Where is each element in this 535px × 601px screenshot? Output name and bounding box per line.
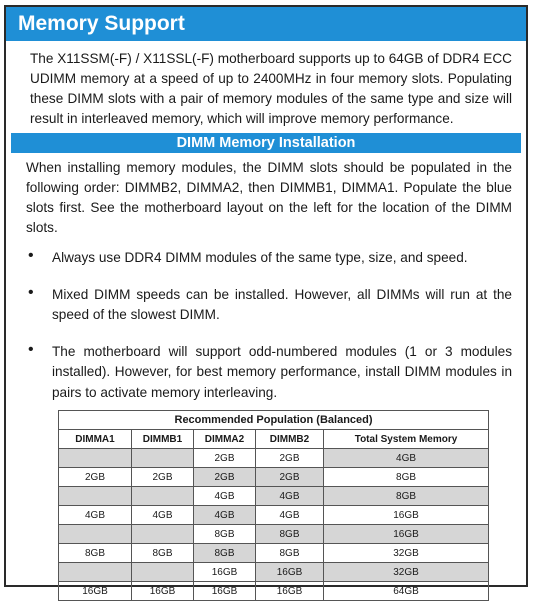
- table-cell: 4GB: [324, 449, 489, 468]
- table-cell: 32GB: [324, 544, 489, 563]
- guideline-item: [26, 248, 512, 269]
- table-title: Recommended Population (Balanced): [59, 411, 489, 430]
- table-row: [59, 544, 489, 563]
- table-cell: 8GB: [324, 487, 489, 506]
- table-row: [59, 468, 489, 487]
- table-cell: 16GB: [324, 525, 489, 544]
- table-cell: 8GB: [256, 525, 324, 544]
- table-cell: 16GB: [324, 506, 489, 525]
- table-cell: [59, 563, 132, 582]
- table-cell: 2GB: [194, 468, 256, 487]
- column-header: DIMMB2: [256, 430, 324, 449]
- column-header: Total System Memory: [324, 430, 489, 449]
- table-cell: 8GB: [194, 525, 256, 544]
- manual-page: [4, 5, 528, 597]
- section-title: Memory Support: [6, 7, 526, 41]
- table-cell: 2GB: [256, 468, 324, 487]
- table-cell: 8GB: [132, 544, 194, 563]
- table-cell: [59, 487, 132, 506]
- table-body: [59, 449, 489, 601]
- table-cell: 64GB: [324, 582, 489, 601]
- table-cell: 16GB: [194, 582, 256, 601]
- guideline-text: Mixed DIMM speeds can be installed. However, all DIMMs will run at the speed of the slowest DIMM.: [52, 286, 512, 322]
- table-row: [59, 525, 489, 544]
- table-cell: 16GB: [256, 582, 324, 601]
- installation-paragraph: When installing memory modules, the DIMM slots should be populated in the following order: DIMMB2, DIMMA2, then DIMMB1, DIMMA1. Populate the blue slots first. See the motherboard layout on the left for the location of the DIMM slots.: [26, 160, 512, 235]
- table-row: [59, 506, 489, 525]
- table-cell: [132, 563, 194, 582]
- table-cell: 2GB: [194, 449, 256, 468]
- table-cell: 8GB: [324, 468, 489, 487]
- table-cell: [132, 525, 194, 544]
- guideline-text: Always use DDR4 DIMM modules of the same type, size, and speed.: [52, 250, 468, 265]
- column-header: DIMMA1: [59, 430, 132, 449]
- table-cell: 2GB: [256, 449, 324, 468]
- table-cell: 4GB: [194, 487, 256, 506]
- guideline-text: The motherboard will support odd-numbered modules (1 or 3 modules installed). However, for best memory performance, install DIMM modules in pairs to activate memory interleaving.: [52, 343, 512, 400]
- column-header: DIMMB1: [132, 430, 194, 449]
- table-cell: [59, 525, 132, 544]
- bullet-icon: •: [28, 340, 34, 358]
- guideline-item: [26, 285, 512, 326]
- table-row: [59, 487, 489, 506]
- table-cell: 4GB: [132, 506, 194, 525]
- intro-paragraph: The X11SSM(-F) / X11SSL(-F) motherboard supports up to 64GB of DDR4 ECC UDIMM memory at a speed of up to 2400MHz in four memory slots. Populating these DIMM slots with a pair of memory modules of the same type and size will result in interleaved memory, which will improve memory performance.: [30, 51, 512, 126]
- bullet-icon: •: [28, 247, 34, 264]
- subsection-title: DIMM Memory Installation: [11, 133, 521, 153]
- table-title-row: [59, 411, 489, 430]
- table-cell: 8GB: [256, 544, 324, 563]
- table-cell: 4GB: [59, 506, 132, 525]
- guideline-list: [26, 248, 512, 403]
- guideline-item: [26, 342, 512, 404]
- table-cell: 4GB: [256, 506, 324, 525]
- table-cell: 4GB: [256, 487, 324, 506]
- bullet-icon: •: [28, 283, 34, 301]
- table-cell: 16GB: [132, 582, 194, 601]
- table-header-row: [59, 430, 489, 449]
- table-cell: 16GB: [256, 563, 324, 582]
- table-cell: 8GB: [59, 544, 132, 563]
- column-header: DIMMA2: [194, 430, 256, 449]
- table-cell: 16GB: [194, 563, 256, 582]
- table-cell: 32GB: [324, 563, 489, 582]
- table-cell: 4GB: [194, 506, 256, 525]
- table-cell: [132, 449, 194, 468]
- table-cell: [132, 487, 194, 506]
- table-cell: 2GB: [132, 468, 194, 487]
- table-cell: [59, 449, 132, 468]
- table-row: [59, 563, 489, 582]
- table-cell: 16GB: [59, 582, 132, 601]
- table-row: [59, 449, 489, 468]
- table-cell: 2GB: [59, 468, 132, 487]
- table-cell: 8GB: [194, 544, 256, 563]
- table-row: [59, 582, 489, 601]
- population-table: [58, 410, 489, 601]
